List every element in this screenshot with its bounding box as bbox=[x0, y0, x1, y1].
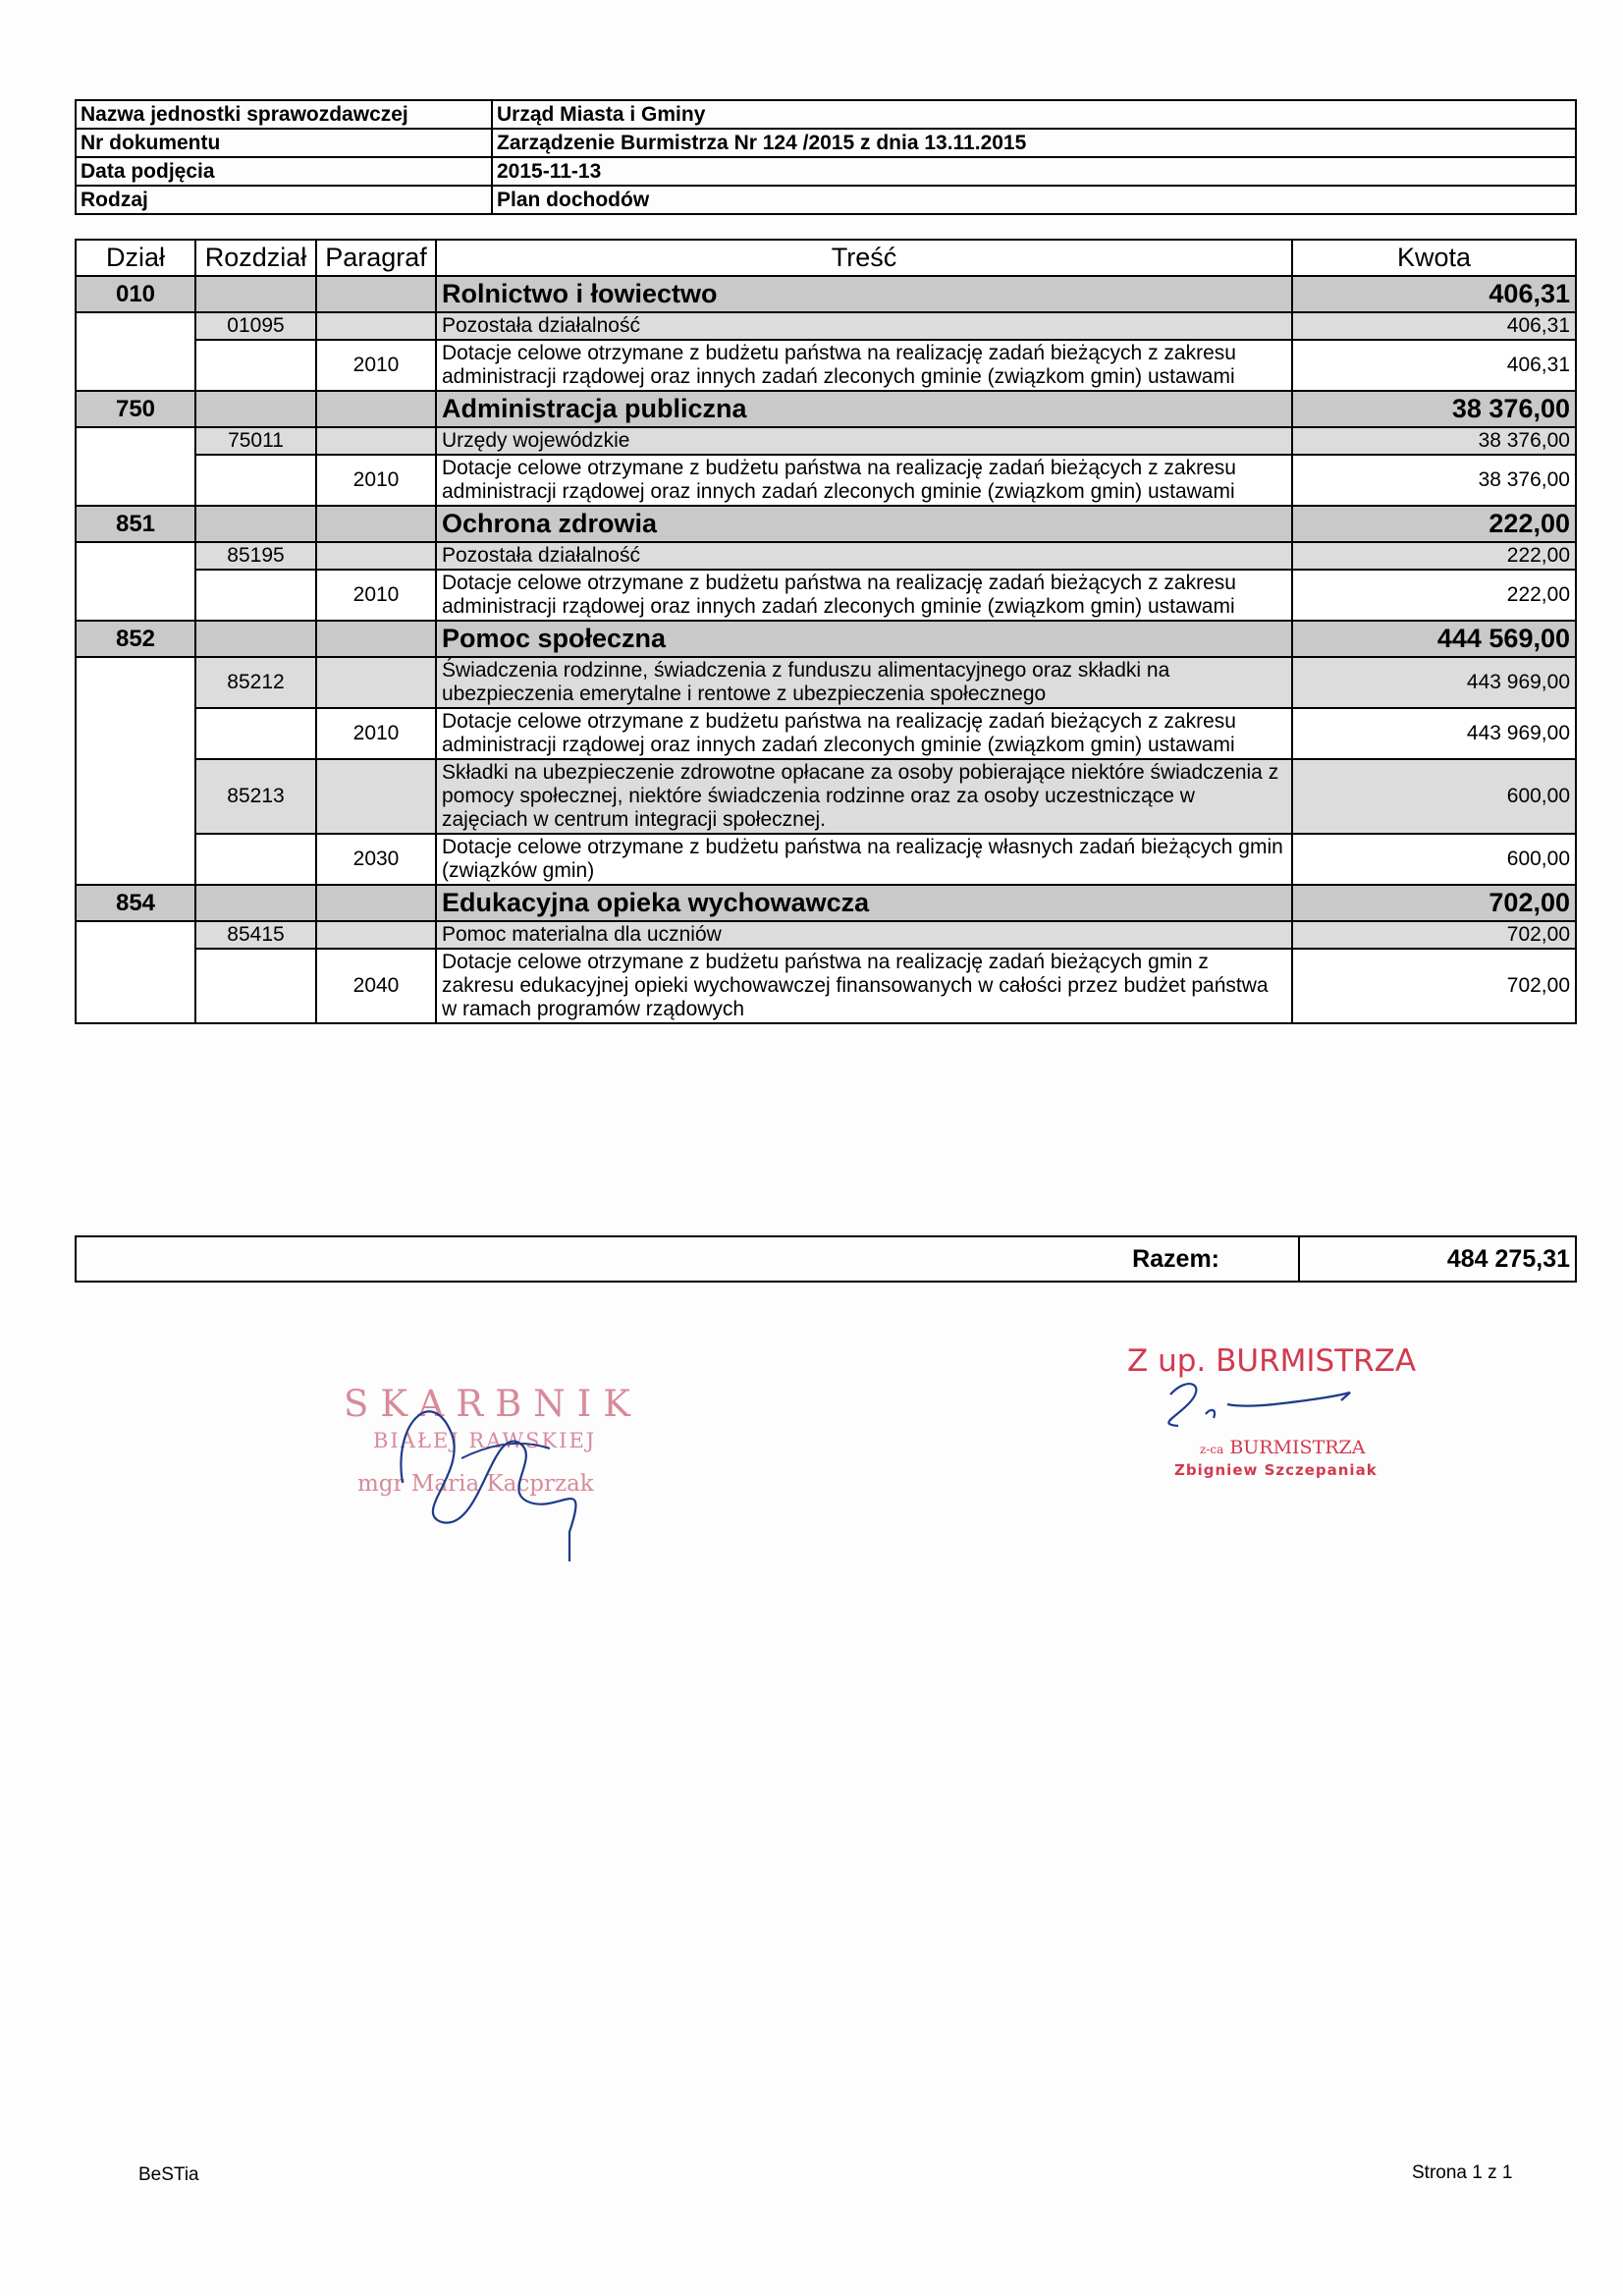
rozdzial-amount: 38 376,00 bbox=[1292, 427, 1576, 455]
table-row-paragraf bbox=[76, 834, 1576, 885]
table-row-dzial bbox=[76, 621, 1576, 657]
rozdzial-code: 85213 bbox=[195, 759, 316, 834]
dzial-amount: 702,00 bbox=[1292, 885, 1576, 921]
info-label: Rodzaj bbox=[76, 186, 492, 214]
dzial-title: Pomoc społeczna bbox=[436, 621, 1292, 657]
paragraf-code: 2010 bbox=[316, 455, 436, 506]
table-row-paragraf bbox=[76, 455, 1576, 506]
rozdzial-amount: 222,00 bbox=[1292, 542, 1576, 570]
footer-page-number: Strona 1 z 1 bbox=[1412, 2162, 1513, 2183]
column-header-dzial: Dział bbox=[76, 240, 195, 276]
paragraf-text: Dotacje celowe otrzymane z budżetu państwa na realizację zadań bieżących z zakresu administracji rządowej oraz innych zadań zleconych gminie (związkom gmin) ustawami bbox=[436, 455, 1292, 506]
budget-table bbox=[75, 239, 1577, 1024]
paragraf-amount: 406,31 bbox=[1292, 340, 1576, 391]
stamp-title: SKARBNIK bbox=[344, 1383, 642, 1425]
paragraf-text: Dotacje celowe otrzymane z budżetu państwa na realizację zadań bieżących z zakresu administracji rządowej oraz innych zadań zleconych gminie (związkom gmin) ustawami bbox=[436, 340, 1292, 391]
stamp-authorization: Z up. BURMISTRZA bbox=[1127, 1343, 1417, 1379]
table-row-rozdzial bbox=[76, 921, 1576, 949]
table-row-paragraf bbox=[76, 949, 1576, 1023]
paragraf-amount: 38 376,00 bbox=[1292, 455, 1576, 506]
paragraf-amount: 702,00 bbox=[1292, 949, 1576, 1023]
document-info-table bbox=[75, 99, 1577, 215]
table-row-rozdzial bbox=[76, 759, 1576, 834]
rozdzial-code: 85212 bbox=[195, 657, 316, 708]
rozdzial-code: 75011 bbox=[195, 427, 316, 455]
stamp-person: Zbigniew Szczepaniak bbox=[1174, 1461, 1378, 1479]
rozdzial-amount: 702,00 bbox=[1292, 921, 1576, 949]
rozdzial-code: 01095 bbox=[195, 312, 316, 340]
table-row-dzial bbox=[76, 276, 1576, 312]
info-value: Zarządzenie Burmistrza Nr 124 /2015 z dnia 13.11.2015 bbox=[492, 129, 1576, 157]
column-header-paragraf: Paragraf bbox=[316, 240, 436, 276]
table-row-paragraf bbox=[76, 340, 1576, 391]
footer-software-name: BeSTia bbox=[138, 2164, 199, 2185]
dzial-title: Rolnictwo i łowiectwo bbox=[436, 276, 1292, 312]
table-row-rozdzial bbox=[76, 427, 1576, 455]
paragraf-code: 2040 bbox=[316, 949, 436, 1023]
table-row-paragraf bbox=[76, 708, 1576, 759]
table-row-dzial bbox=[76, 506, 1576, 542]
dzial-title: Edukacyjna opieka wychowawcza bbox=[436, 885, 1292, 921]
info-label: Nr dokumentu bbox=[76, 129, 492, 157]
dzial-amount: 38 376,00 bbox=[1292, 391, 1576, 427]
totals-row bbox=[76, 1236, 1576, 1282]
paragraf-amount: 443 969,00 bbox=[1292, 708, 1576, 759]
paragraf-text: Dotacje celowe otrzymane z budżetu państwa na realizację zadań bieżących gmin z zakresu edukacyjnej opieki wychowawczej finansowanych w całości przez budżet państwa w ramach programów rządowych bbox=[436, 949, 1292, 1023]
dzial-code: 852 bbox=[76, 621, 195, 657]
info-value: Plan dochodów bbox=[492, 186, 1576, 214]
paragraf-text: Dotacje celowe otrzymane z budżetu państwa na realizację własnych zadań bieżących gmin (związków gmin) bbox=[436, 834, 1292, 885]
dzial-amount: 406,31 bbox=[1292, 276, 1576, 312]
table-row-dzial bbox=[76, 885, 1576, 921]
info-label: Nazwa jednostki sprawozdawczej bbox=[76, 100, 492, 129]
stamp-role-prefix: z-ca bbox=[1200, 1443, 1224, 1456]
rozdzial-amount: 406,31 bbox=[1292, 312, 1576, 340]
table-row-paragraf bbox=[76, 570, 1576, 621]
rozdzial-title: Pomoc materialna dla uczniów bbox=[436, 921, 1292, 949]
column-header-kwota: Kwota bbox=[1292, 240, 1576, 276]
paragraf-text: Dotacje celowe otrzymane z budżetu państwa na realizację zadań bieżących z zakresu administracji rządowej oraz innych zadań zleconych gminie (związkom gmin) ustawami bbox=[436, 708, 1292, 759]
table-row-dzial bbox=[76, 391, 1576, 427]
info-row-date bbox=[76, 157, 1576, 186]
rozdzial-title: Świadczenia rodzinne, świadczenia z funduszu alimentacyjnego oraz składki na ubezpieczenia emerytalne i rentowe z ubezpieczenia społecznego bbox=[436, 657, 1292, 708]
dzial-title: Administracja publiczna bbox=[436, 391, 1292, 427]
paragraf-amount: 222,00 bbox=[1292, 570, 1576, 621]
dzial-amount: 444 569,00 bbox=[1292, 621, 1576, 657]
rozdzial-title: Pozostała działalność bbox=[436, 312, 1292, 340]
paragraf-code: 2010 bbox=[316, 708, 436, 759]
info-row-type bbox=[76, 186, 1576, 214]
dzial-code: 854 bbox=[76, 885, 195, 921]
totals-table bbox=[75, 1235, 1577, 1283]
info-value: 2015-11-13 bbox=[492, 157, 1576, 186]
rozdzial-amount: 443 969,00 bbox=[1292, 657, 1576, 708]
totals-value: 484 275,31 bbox=[1299, 1236, 1576, 1282]
rozdzial-title: Urzędy wojewódzkie bbox=[436, 427, 1292, 455]
totals-label: Razem: bbox=[76, 1236, 1299, 1282]
rozdzial-code: 85415 bbox=[195, 921, 316, 949]
paragraf-code: 2010 bbox=[316, 570, 436, 621]
treasurer-signature-icon bbox=[373, 1365, 628, 1571]
paragraf-text: Dotacje celowe otrzymane z budżetu państwa na realizację zadań bieżących z zakresu administracji rządowej oraz innych zadań zleconych gminie (związkom gmin) ustawami bbox=[436, 570, 1292, 621]
dzial-title: Ochrona zdrowia bbox=[436, 506, 1292, 542]
table-row-rozdzial bbox=[76, 657, 1576, 708]
rozdzial-title: Pozostała działalność bbox=[436, 542, 1292, 570]
dzial-code: 851 bbox=[76, 506, 195, 542]
paragraf-code: 2030 bbox=[316, 834, 436, 885]
rozdzial-amount: 600,00 bbox=[1292, 759, 1576, 834]
paragraf-code: 2010 bbox=[316, 340, 436, 391]
table-row-rozdzial bbox=[76, 542, 1576, 570]
deputy-mayor-signature-icon bbox=[1149, 1375, 1384, 1444]
column-header-tresc: Treść bbox=[436, 240, 1292, 276]
stamp-role-title: BURMISTRZA bbox=[1229, 1437, 1366, 1458]
dzial-amount: 222,00 bbox=[1292, 506, 1576, 542]
dzial-code: 010 bbox=[76, 276, 195, 312]
stamp-office: BIAŁEJ RAWSKIEJ bbox=[373, 1429, 597, 1452]
rozdzial-title: Składki na ubezpieczenie zdrowotne opłacane za osoby pobierające niektóre świadczenia z pomocy społecznej, niektóre świadczenia rodzinne oraz za osoby uczestniczące w zajęciach w centrum integracji społecznej. bbox=[436, 759, 1292, 834]
rozdzial-code: 85195 bbox=[195, 542, 316, 570]
paragraf-amount: 600,00 bbox=[1292, 834, 1576, 885]
info-value: Urząd Miasta i Gminy bbox=[492, 100, 1576, 129]
table-header-row bbox=[76, 240, 1576, 276]
stamp-person: mgr Maria Kacprzak bbox=[357, 1471, 594, 1497]
info-label: Data podjęcia bbox=[76, 157, 492, 186]
column-header-rozdzial: Rozdział bbox=[195, 240, 316, 276]
table-row-rozdzial bbox=[76, 312, 1576, 340]
dzial-code: 750 bbox=[76, 391, 195, 427]
info-row-name bbox=[76, 100, 1576, 129]
info-row-doc bbox=[76, 129, 1576, 157]
